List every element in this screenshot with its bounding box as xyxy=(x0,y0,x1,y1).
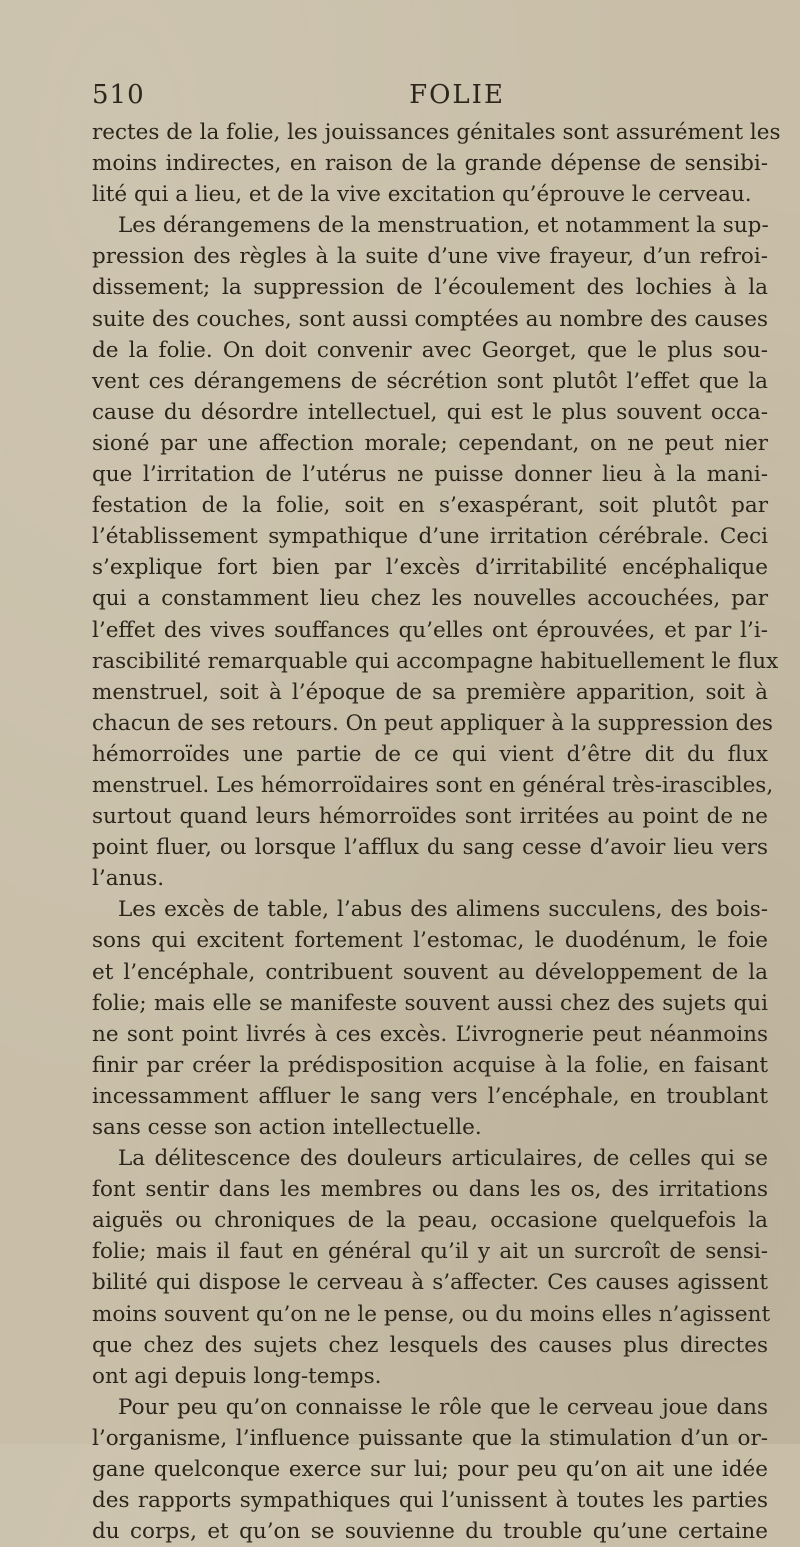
text-line: rectes de la folie, les jouissances génitales sont assurément les xyxy=(92,120,781,145)
text-line: dissement; la suppression de l’écoulement des lochies à la xyxy=(92,275,768,301)
text-line: sioné par une affection morale; cependant, on ne peut nier xyxy=(92,430,768,456)
text-line: l’établissement sympathique d’une irritation cérébrale. Ceci xyxy=(92,524,768,550)
text-line: des rapports sympathiques qui l’unissent à toutes les parties xyxy=(92,1488,768,1514)
text-line: pression des règles à la suite d’une vive frayeur, d’un refroi- xyxy=(92,244,768,270)
text-line: folie; mais elle se manifeste souvent aussi chez des sujets qui xyxy=(92,990,768,1016)
text-line: chacun de ses retours. On peut appliquer à la suppression des xyxy=(92,710,773,736)
text-line: Les excès de table, l’abus des alimens succulens, des bois- xyxy=(118,897,768,923)
text-line: moins indirectes, en raison de la grande dépense de sensibi- xyxy=(92,151,768,177)
text-line: lité qui a lieu, et de la vive excitation qu’éprouve le cerveau. xyxy=(92,182,752,208)
running-head xyxy=(92,80,772,116)
text-line: Pour peu qu’on connaisse le rôle que le cerveau joue dans xyxy=(118,1394,768,1420)
text-line: hémorroïdes une partie de ce qui vient d’être dit du flux xyxy=(92,741,768,767)
text-line: sons qui excitent fortement l’estomac, le duodénum, le foie xyxy=(92,928,768,954)
text-line: surtout quand leurs hémorroïdes sont irritées au point de ne xyxy=(92,804,768,830)
text-line: du corps, et qu’on se souvienne du trouble qu’une certaine xyxy=(92,1519,768,1545)
body-text xyxy=(92,117,781,1547)
text-line: point fluer, ou lorsque l’afflux du sang cesse d’avoir lieu vers xyxy=(92,835,768,861)
text-line: menstruel, soit à l’époque de sa première apparition, soit à xyxy=(92,679,768,705)
page-number: 510 xyxy=(92,80,145,110)
text-line: que chez des sujets chez lesquels des causes plus directes xyxy=(92,1332,768,1358)
text-line: font sentir dans les membres ou dans les os, des irritations xyxy=(92,1177,768,1203)
text-line: qui a constamment lieu chez les nouvelles accouchées, par xyxy=(92,586,768,612)
text-line: vent ces dérangemens de sécrétion sont plutôt l’effet que la xyxy=(92,368,768,394)
text-line: folie; mais il faut en général qu’il y ait un surcroît de sensi- xyxy=(92,1239,768,1265)
text-line: que l’irritation de l’utérus ne puisse donner lieu à la mani- xyxy=(92,462,768,488)
text-line: rascibilité remarquable qui accompagne habituellement le flux xyxy=(92,648,779,674)
text-line: moins souvent qu’on ne le pense, ou du moins elles n’agissent xyxy=(92,1301,771,1327)
text-line: gane quelconque exerce sur lui; pour peu qu’on ait une idée xyxy=(92,1457,768,1483)
text-line: aiguës ou chroniques de la peau, occasione quelquefois la xyxy=(92,1208,768,1234)
text-line: suite des couches, sont aussi comptées au nombre des causes xyxy=(92,306,768,332)
text-line: et l’encéphale, contribuent souvent au développement de la xyxy=(92,959,768,985)
text-line: l’anus. xyxy=(92,866,165,892)
text-line: bilité qui dispose le cerveau à s’affecter. Ces causes agissent xyxy=(92,1270,768,1296)
text-line: de la folie. On doit convenir avec Georget, que le plus sou- xyxy=(92,337,768,363)
text-line: menstruel. Les hémorroïdaires sont en général très-irascibles, xyxy=(92,772,774,798)
running-title: FOLIE xyxy=(409,80,505,110)
text-line: ont agi depuis long-temps. xyxy=(92,1363,382,1389)
text-line: finir par créer la prédisposition acquise à la folie, en faisant xyxy=(92,1052,768,1078)
text-line: l’organisme, l’influence puissante que la stimulation d’un or- xyxy=(92,1425,768,1451)
text-line: ne sont point livrés à ces excès. L’ivrognerie peut néanmoins xyxy=(92,1021,768,1047)
text-line: Les dérangemens de la menstruation, et notamment la sup- xyxy=(118,213,769,239)
text-line: La délitescence des douleurs articulaires, de celles qui se xyxy=(118,1146,768,1172)
text-line: s’explique fort bien par l’excès d’irritabilité encéphalique xyxy=(92,555,768,581)
text-line: cause du désordre intellectuel, qui est le plus souvent occa- xyxy=(92,399,768,425)
text-line: incessamment affluer le sang vers l’encéphale, en troublant xyxy=(92,1083,768,1109)
text-line: sans cesse son action intellectuelle. xyxy=(92,1115,482,1140)
text-line: festation de la folie, soit en s’exaspérant, soit plutôt par xyxy=(92,493,768,519)
text-line: l’effet des vives souffances qu’elles ont éprouvées, et par l’i- xyxy=(92,617,768,643)
